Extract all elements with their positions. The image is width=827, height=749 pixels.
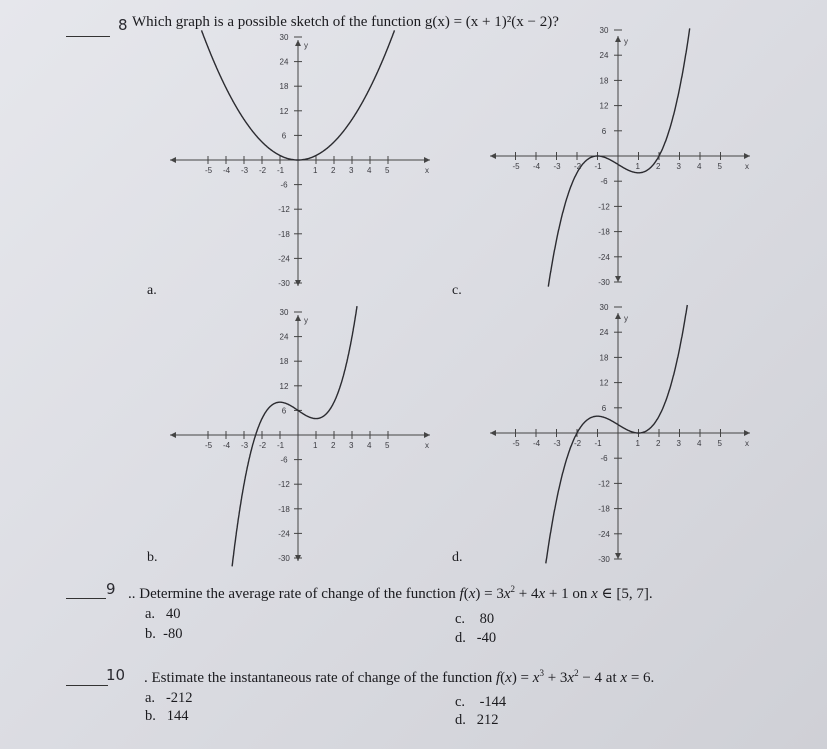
y-tick-label: 18 bbox=[599, 76, 609, 86]
q10-question: . Estimate the instantaneous rate of change of the function $f(x) = x^3 + 3x^2 - 4$ at x = 6. bbox=[144, 668, 655, 686]
x-tick-label: 5 bbox=[385, 166, 390, 175]
y-tick-label: -18 bbox=[598, 227, 610, 237]
x-tick-label: -4 bbox=[223, 441, 231, 450]
x-tick-label: -3 bbox=[553, 439, 561, 448]
x-tick-label: 4 bbox=[367, 166, 372, 175]
y-tick-label: 6 bbox=[601, 403, 607, 413]
q10-answer-blank[interactable] bbox=[66, 685, 108, 686]
y-tick-label: -12 bbox=[278, 205, 290, 215]
y-tick-label: -6 bbox=[600, 454, 608, 464]
x-tick-label: 3 bbox=[676, 439, 681, 448]
q8-answer-blank[interactable] bbox=[66, 36, 110, 37]
x-tick-label: 2 bbox=[656, 439, 661, 448]
q9-answer-blank[interactable] bbox=[66, 598, 106, 599]
y-tick-label: 18 bbox=[599, 353, 609, 363]
q9-option-c[interactable] bbox=[455, 611, 494, 628]
x-tick-label: 2 bbox=[656, 162, 661, 171]
y-axis-label: y bbox=[624, 37, 628, 46]
y-tick-label: 12 bbox=[599, 378, 609, 388]
x-tick-label: 4 bbox=[697, 439, 702, 448]
y-tick-label: 18 bbox=[279, 357, 289, 367]
x-tick-label: 5 bbox=[385, 441, 390, 450]
q10-option-d-letter: d. bbox=[455, 712, 466, 728]
y-tick-label: -18 bbox=[278, 504, 290, 514]
x-tick-label: 1 bbox=[635, 162, 640, 171]
x-tick-label: 3 bbox=[349, 441, 354, 450]
graph-a bbox=[168, 28, 448, 298]
y-tick-label: -12 bbox=[598, 479, 610, 489]
graph-d bbox=[478, 290, 758, 564]
x-tick-label: -2 bbox=[574, 162, 582, 171]
y-tick-label: 6 bbox=[601, 126, 607, 136]
y-tick-label: -30 bbox=[278, 554, 290, 563]
y-tick-label: 30 bbox=[599, 303, 609, 312]
y-tick-label: 24 bbox=[279, 57, 289, 67]
x-tick-label: 1 bbox=[313, 441, 318, 450]
q10-option-a-value: -212 bbox=[165, 690, 193, 706]
x-tick-label: -5 bbox=[205, 441, 213, 450]
q10-number: 10 bbox=[106, 666, 126, 684]
x-tick-label: 4 bbox=[697, 162, 702, 171]
x-tick-label: 3 bbox=[349, 166, 354, 175]
y-tick-label: 24 bbox=[599, 51, 609, 61]
x-tick-label: 2 bbox=[331, 166, 336, 175]
x-tick-label: -2 bbox=[259, 441, 267, 450]
x-tick-label: 5 bbox=[717, 162, 722, 171]
x-tick-label: -4 bbox=[533, 162, 541, 171]
q10-option-d[interactable] bbox=[455, 712, 499, 729]
y-tick-label: -24 bbox=[278, 529, 290, 539]
graph-c-label: c. bbox=[452, 283, 462, 298]
x-axis-label: x bbox=[745, 162, 749, 171]
x-tick-label: -4 bbox=[533, 439, 541, 448]
q10-option-a-letter: a. bbox=[145, 690, 156, 706]
y-tick-label: 24 bbox=[279, 332, 289, 342]
q9-option-c-value: 80 bbox=[479, 611, 495, 627]
x-tick-label: -3 bbox=[241, 166, 249, 175]
y-tick-label: -24 bbox=[278, 254, 290, 264]
x-axis-label: x bbox=[425, 166, 429, 175]
q10-option-c-value: -144 bbox=[479, 694, 507, 710]
q8-question: Which graph is a possible sketch of the function g(x) = (x + 1)²(x − 2)? bbox=[132, 14, 559, 30]
q10-option-a[interactable] bbox=[145, 690, 193, 707]
q9-option-b-value: -80 bbox=[163, 626, 183, 642]
x-tick-label: -5 bbox=[512, 439, 520, 448]
x-tick-label: -4 bbox=[223, 166, 231, 175]
y-tick-label: 12 bbox=[279, 381, 289, 391]
y-tick-label: -12 bbox=[278, 480, 290, 490]
y-tick-label: 18 bbox=[279, 82, 289, 92]
y-axis-label: y bbox=[304, 316, 308, 325]
graph-d-label: d. bbox=[452, 550, 463, 565]
graph-a-label: a. bbox=[147, 283, 157, 298]
x-tick-label: -2 bbox=[574, 439, 582, 448]
y-axis-label: y bbox=[624, 314, 628, 323]
x-tick-label: 1 bbox=[313, 166, 318, 175]
y-tick-label: 12 bbox=[599, 101, 609, 111]
y-axis-label: y bbox=[304, 41, 308, 50]
q9-option-a-letter: a. bbox=[145, 606, 156, 622]
y-tick-label: -24 bbox=[598, 252, 610, 262]
x-tick-label: -5 bbox=[205, 166, 213, 175]
y-tick-label: 30 bbox=[279, 33, 289, 42]
q9-option-d-value: -40 bbox=[476, 630, 497, 646]
x-axis-label: x bbox=[745, 439, 749, 448]
x-tick-label: -3 bbox=[241, 441, 249, 450]
x-tick-label: 3 bbox=[676, 162, 681, 171]
q10-option-c-letter: c. bbox=[455, 694, 466, 710]
x-tick-label: -1 bbox=[594, 162, 602, 171]
function-curve bbox=[232, 306, 357, 566]
function-curve bbox=[546, 305, 688, 563]
q9-option-b[interactable] bbox=[145, 626, 182, 643]
y-tick-label: 6 bbox=[281, 131, 287, 141]
y-tick-label: -30 bbox=[598, 278, 610, 287]
x-tick-label: -1 bbox=[277, 441, 285, 450]
q9-option-a-value: 40 bbox=[165, 606, 181, 622]
q10-option-b-letter: b. bbox=[145, 708, 156, 724]
q9-option-a[interactable] bbox=[145, 606, 180, 623]
y-tick-label: 30 bbox=[279, 308, 289, 317]
y-tick-label: 12 bbox=[279, 106, 289, 116]
y-tick-label: -18 bbox=[278, 229, 290, 239]
y-tick-label: -12 bbox=[598, 202, 610, 212]
q9-option-d[interactable] bbox=[455, 630, 496, 647]
q9-number: 9 bbox=[106, 580, 116, 598]
q10-option-c[interactable] bbox=[455, 694, 506, 711]
q10-option-b[interactable] bbox=[145, 708, 189, 725]
q9-option-d-letter: d. bbox=[455, 630, 466, 646]
x-tick-label: -1 bbox=[277, 166, 285, 175]
q9-option-c-letter: c. bbox=[455, 611, 466, 627]
y-tick-label: -30 bbox=[278, 279, 290, 288]
x-tick-label: -3 bbox=[553, 162, 561, 171]
y-tick-label: 6 bbox=[281, 406, 287, 416]
q9-question: .. Determine the average rate of change of the function $f(x) = 3x^2 + 4x + 1$ on x ∈ [5, 7]. bbox=[128, 584, 653, 602]
q10-option-d-value: 212 bbox=[476, 712, 499, 728]
q10-option-b-value: 144 bbox=[166, 708, 189, 724]
y-tick-label: -6 bbox=[280, 455, 288, 465]
x-tick-label: -1 bbox=[594, 439, 602, 448]
x-tick-label: -2 bbox=[259, 166, 267, 175]
y-tick-label: 30 bbox=[599, 26, 609, 35]
x-tick-label: 1 bbox=[635, 439, 640, 448]
y-tick-label: -30 bbox=[598, 555, 610, 564]
function-curve bbox=[548, 28, 689, 286]
x-tick-label: 4 bbox=[367, 441, 372, 450]
x-tick-label: -5 bbox=[512, 162, 520, 171]
q8-number: 8 bbox=[118, 16, 128, 34]
y-tick-label: 24 bbox=[599, 328, 609, 338]
x-tick-label: 2 bbox=[331, 441, 336, 450]
q9-option-b-letter: b. bbox=[145, 626, 156, 642]
y-tick-label: -6 bbox=[600, 177, 608, 187]
x-tick-label: 5 bbox=[717, 439, 722, 448]
graph-b-label: b. bbox=[147, 550, 158, 565]
graph-b bbox=[168, 290, 448, 563]
graph-c bbox=[478, 28, 758, 298]
y-tick-label: -24 bbox=[598, 529, 610, 539]
y-tick-label: -6 bbox=[280, 180, 288, 190]
y-tick-label: -18 bbox=[598, 504, 610, 514]
x-axis-label: x bbox=[425, 441, 429, 450]
